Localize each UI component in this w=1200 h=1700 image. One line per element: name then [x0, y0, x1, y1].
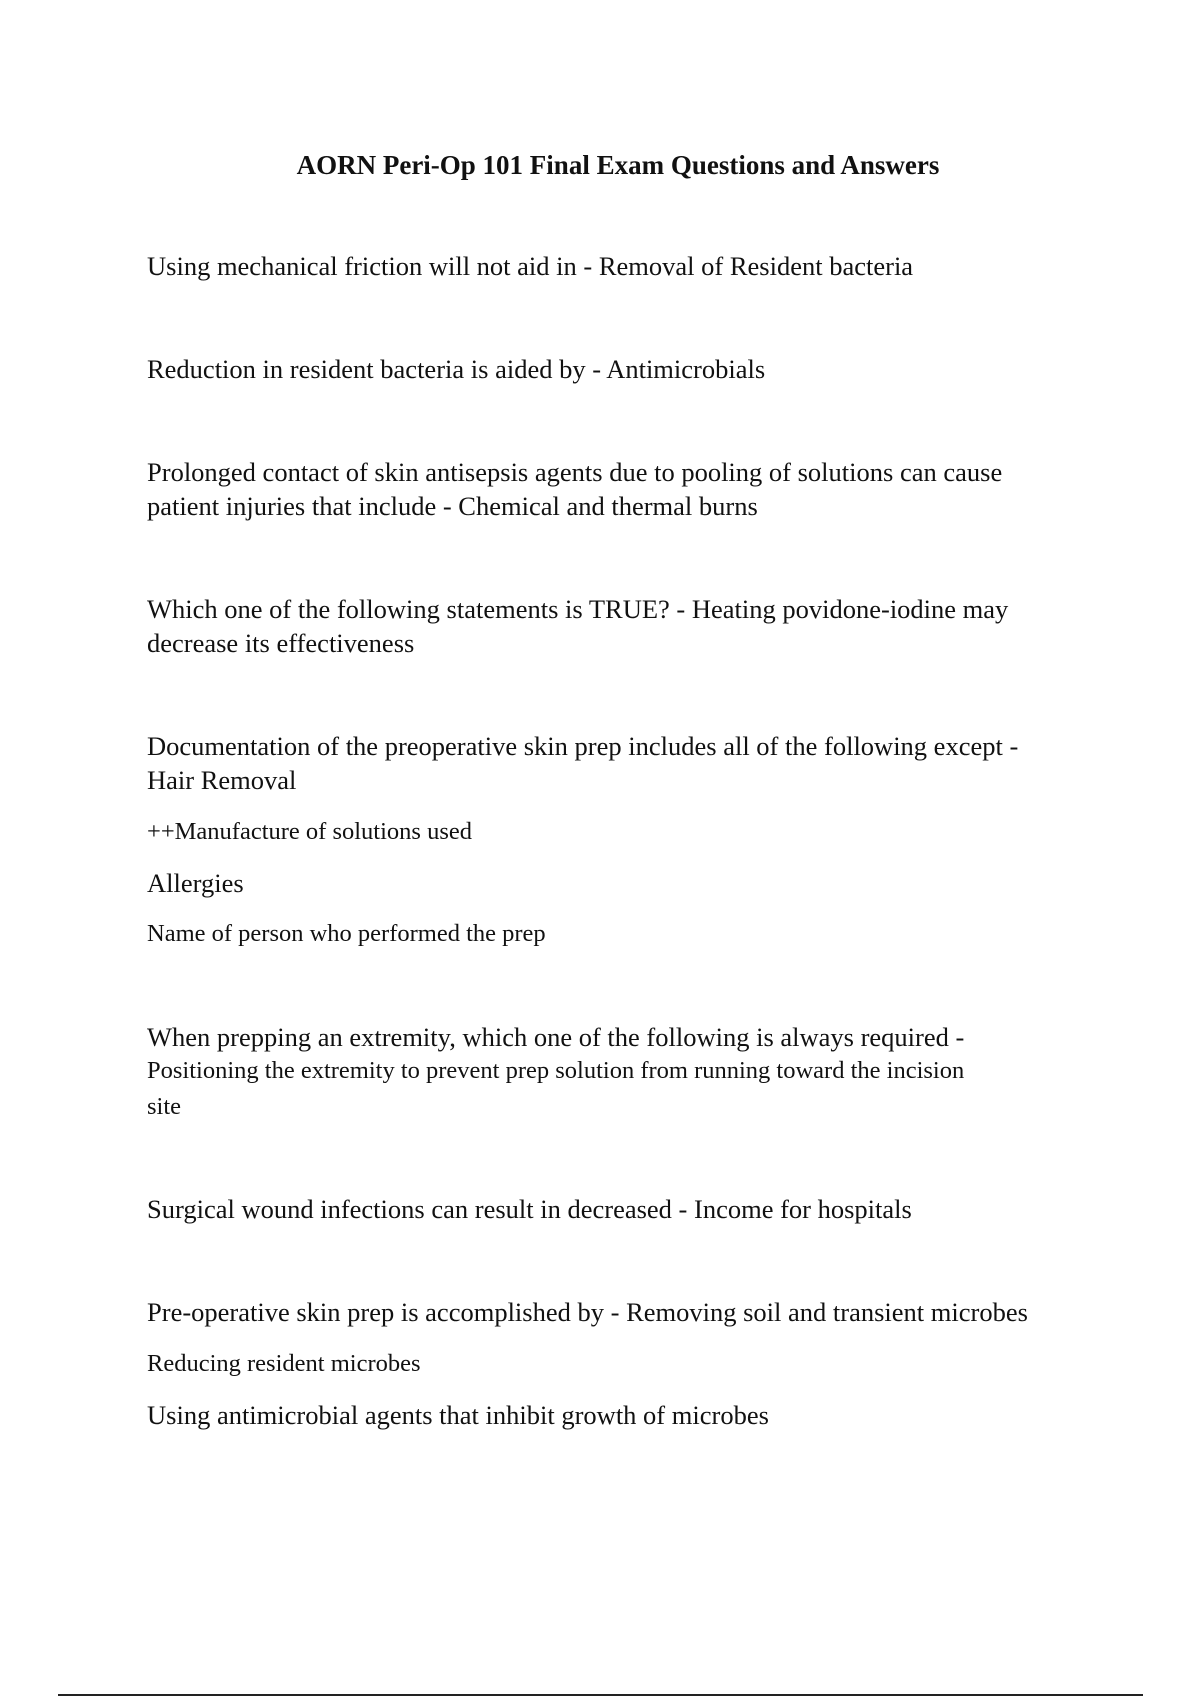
qa-line: ++Manufacture of solutions used	[147, 818, 472, 845]
qa-line: Using antimicrobial agents that inhibit growth of microbes	[147, 1400, 769, 1430]
document-title: AORN Peri-Op 101 Final Exam Questions and Answers	[296, 150, 940, 180]
qa-line: Reduction in resident bacteria is aided by - Antimicrobials	[147, 354, 766, 384]
qa-line: Allergies	[147, 868, 244, 898]
qa-line: When prepping an extremity, which one of the following is always required -	[147, 1022, 965, 1052]
qa-line: Using mechanical friction will not aid in - Removal of Resident bacteria	[147, 251, 914, 281]
bottom-rule	[58, 1694, 1143, 1696]
qa-line: Documentation of the preoperative skin prep includes all of the following except -	[147, 731, 1019, 761]
qa-line: Pre-operative skin prep is accomplished by - Removing soil and transient microbes	[147, 1297, 1028, 1327]
qa-line: Hair Removal	[147, 765, 297, 795]
qa-line: Reducing resident microbes	[147, 1350, 421, 1377]
qa-line: site	[147, 1093, 182, 1120]
qa-line: Positioning the extremity to prevent prep solution from running toward the incision	[147, 1057, 965, 1084]
qa-line: decrease its effectiveness	[147, 628, 415, 658]
qa-line: Prolonged contact of skin antisepsis agents due to pooling of solutions can cause	[147, 457, 1003, 487]
qa-line: Surgical wound infections can result in decreased - Income for hospitals	[147, 1194, 912, 1224]
qa-line: Which one of the following statements is TRUE? - Heating povidone-iodine may	[147, 594, 1009, 624]
qa-line: Name of person who performed the prep	[147, 920, 546, 947]
qa-line: patient injuries that include - Chemical and thermal burns	[147, 491, 758, 521]
